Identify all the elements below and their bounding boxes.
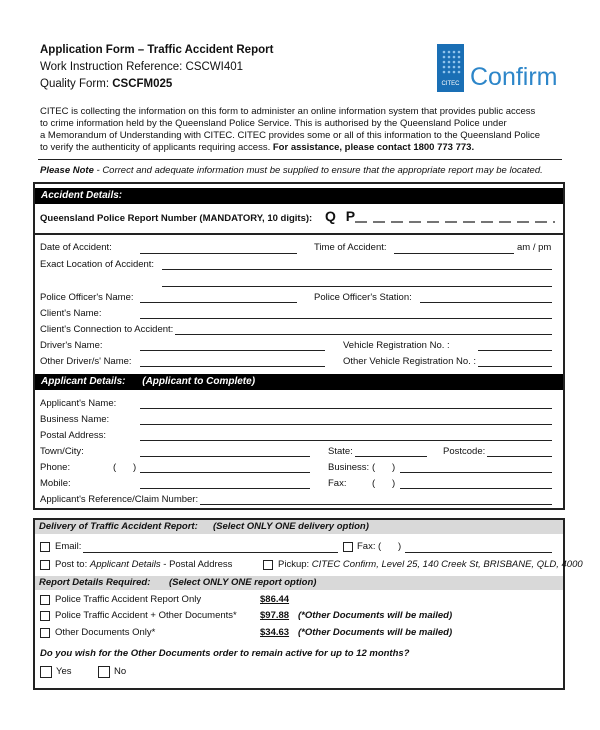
quality-form-code: CSCFM025 [112, 78, 173, 90]
fax-delivery-label: Fax: [357, 541, 376, 552]
no-checkbox[interactable] [98, 666, 110, 678]
business-paren-close: ) [392, 462, 396, 473]
fax-paren-open: ( [372, 478, 376, 489]
report-option-label: Police Traffic Accident Report Only [55, 594, 202, 605]
business-name-field[interactable] [140, 424, 552, 425]
client-name-label: Client's Name: [40, 308, 102, 319]
pickup-option-label [278, 559, 583, 571]
report-option-checkbox[interactable] [40, 595, 50, 605]
vehicle-registration-label: Vehicle Registration No. : [343, 340, 450, 351]
no-label: No [114, 666, 127, 677]
fax-delivery-paren-open: ( [378, 541, 382, 552]
phone-paren-close: ) [133, 462, 137, 473]
applicant-header-label: Applicant Details: [41, 376, 126, 387]
fax-delivery-checkbox[interactable] [343, 542, 353, 552]
email-field[interactable] [83, 552, 338, 553]
pickup-label: Pickup: [278, 559, 312, 570]
pickup-checkbox[interactable] [263, 560, 273, 570]
vehicle-registration-field[interactable] [478, 350, 552, 351]
report-option-checkbox[interactable] [40, 611, 50, 621]
report-option-price: $34.63 [260, 627, 290, 638]
assistance-contact: For assistance, please contact 1800 773 773. [272, 142, 475, 153]
intro-line-4 [40, 142, 474, 154]
divider [35, 233, 563, 235]
postcode-field[interactable] [487, 456, 552, 457]
report-option-note: (*Other Documents will be mailed) [298, 610, 453, 621]
email-checkbox[interactable] [40, 542, 50, 552]
report-option-checkbox[interactable] [40, 628, 50, 638]
applicant-name-field[interactable] [140, 408, 552, 409]
please-note-label: Please Note [40, 165, 94, 176]
date-of-accident-field[interactable] [140, 253, 297, 254]
report-option-label: Police Traffic Accident + Other Documents* [55, 610, 237, 621]
qp-prefix: Q P [325, 208, 359, 224]
business-paren-open: ( [372, 462, 376, 473]
please-note [40, 165, 543, 177]
intro-line-2: to crime information held by the Queensland Police Service. This is authorised by the Queensland Police under [40, 118, 507, 129]
post-option-label [55, 559, 232, 571]
form-title: Application Form – Traffic Accident Report [40, 44, 274, 56]
time-of-accident-label: Time of Accident: [314, 242, 387, 253]
police-officer-name-label: Police Officer's Name: [40, 292, 134, 303]
fax-field[interactable] [400, 488, 552, 489]
business-phone-field[interactable] [400, 472, 552, 473]
report-option-note: (*Other Documents will be mailed) [298, 627, 453, 638]
please-note-text: - Correct and adequate information must be supplied to ensure that the appropriate report may be located. [93, 165, 543, 176]
accident-details-header: Accident Details: [35, 188, 563, 204]
police-officer-station-field[interactable] [420, 302, 552, 303]
business-phone-label: Business: [328, 462, 370, 473]
fax-paren-close: ) [392, 478, 396, 489]
confirm-brand-text: Confirm [470, 63, 558, 91]
logo-badge-text: CITEC [441, 81, 460, 87]
state-label: State: [328, 446, 353, 457]
police-officer-name-field[interactable] [140, 302, 297, 303]
accident-applicant-box [33, 182, 565, 510]
phone-paren-open: ( [113, 462, 117, 473]
post-label: Post to: [55, 559, 90, 570]
client-name-field[interactable] [140, 318, 552, 319]
pickup-address: CITEC Confirm, Level 25, 140 Creek St, BRISBANE, QLD, 4000 [311, 559, 583, 570]
quality-form-reference [40, 78, 172, 90]
report-details-header-label: Report Details Required: [39, 577, 151, 588]
postal-address-label: Postal Address: [40, 430, 107, 441]
intro-line-4-text: to verify the authenticity of applicants requiring access. [40, 142, 273, 153]
post-label-italic: Applicant Details [89, 559, 161, 570]
delivery-header [35, 520, 563, 534]
other-vehicle-registration-field[interactable] [478, 366, 552, 367]
client-connection-label: Client's Connection to Accident: [40, 324, 174, 335]
report-details-header [35, 576, 563, 590]
other-vehicle-registration-label: Other Vehicle Registration No. : [343, 356, 477, 367]
intro-line-3: a Memorandum of Understanding with CITEC. CITEC provides some or all of this information to the Queensland Police [40, 130, 541, 141]
exact-location-field[interactable] [162, 269, 552, 270]
phone-label: Phone: [40, 462, 71, 473]
client-connection-field[interactable] [175, 334, 552, 335]
applicant-header-note: (Applicant to Complete) [142, 376, 256, 387]
exact-location-field-2[interactable] [162, 286, 552, 287]
driver-name-field[interactable] [140, 350, 325, 351]
time-of-accident-field[interactable] [394, 253, 514, 254]
fax-delivery-paren-close: ) [398, 541, 402, 552]
driver-name-label: Driver's Name: [40, 340, 103, 351]
police-officer-station-label: Police Officer's Station: [314, 292, 412, 303]
town-city-field[interactable] [140, 456, 310, 457]
mobile-label: Mobile: [40, 478, 71, 489]
postcode-label: Postcode: [443, 446, 486, 457]
am-pm-label: am / pm [517, 242, 552, 253]
applicant-reference-field[interactable] [200, 504, 552, 505]
date-of-accident-label: Date of Accident: [40, 242, 112, 253]
exact-location-label: Exact Location of Accident: [40, 259, 155, 270]
mobile-field[interactable] [140, 488, 310, 489]
qp-digit-blanks[interactable] [355, 220, 555, 224]
postal-address-field[interactable] [140, 440, 552, 441]
intro-line-1: CITEC is collecting the information on this form to administer an online information system that provides public access [40, 106, 536, 117]
post-checkbox[interactable] [40, 560, 50, 570]
yes-checkbox[interactable] [40, 666, 52, 678]
applicant-details-header [35, 374, 563, 390]
fax-delivery-field[interactable] [405, 552, 552, 553]
applicant-reference-label: Applicant's Reference/Claim Number: [40, 494, 199, 505]
report-option-price: $86.44 [260, 594, 290, 605]
citec-logo-badge [437, 44, 464, 92]
dot-grid-icon [437, 46, 464, 80]
business-name-label: Business Name: [40, 414, 110, 425]
post-label-rest: - Postal Address [160, 559, 233, 570]
divider [38, 159, 562, 160]
delivery-header-note: (Select ONLY ONE delivery option) [213, 521, 369, 532]
email-option-label: Email: [55, 541, 82, 552]
state-field[interactable] [355, 456, 427, 457]
other-driver-name-field[interactable] [140, 366, 325, 367]
report-details-header-note: (Select ONLY ONE report option) [169, 577, 317, 588]
delivery-header-label: Delivery of Traffic Accident Report: [39, 521, 198, 532]
report-option-label: Other Documents Only* [55, 627, 156, 638]
applicant-name-label: Applicant's Name: [40, 398, 117, 409]
qp-number-label: Queensland Police Report Number (MANDATORY, 10 digits): [40, 213, 313, 224]
phone-field[interactable] [140, 472, 310, 473]
fax-label: Fax: [328, 478, 347, 489]
other-driver-name-label: Other Driver/s' Name: [40, 356, 132, 367]
work-instruction-reference: Work Instruction Reference: CSCWI401 [40, 61, 244, 73]
report-option-price: $97.88 [260, 610, 290, 621]
quality-form-label: Quality Form: [40, 78, 113, 90]
yes-label: Yes [56, 666, 72, 677]
keep-active-question: Do you wish for the Other Documents order to remain active for up to 12 months? [40, 648, 410, 659]
town-city-label: Town/City: [40, 446, 84, 457]
